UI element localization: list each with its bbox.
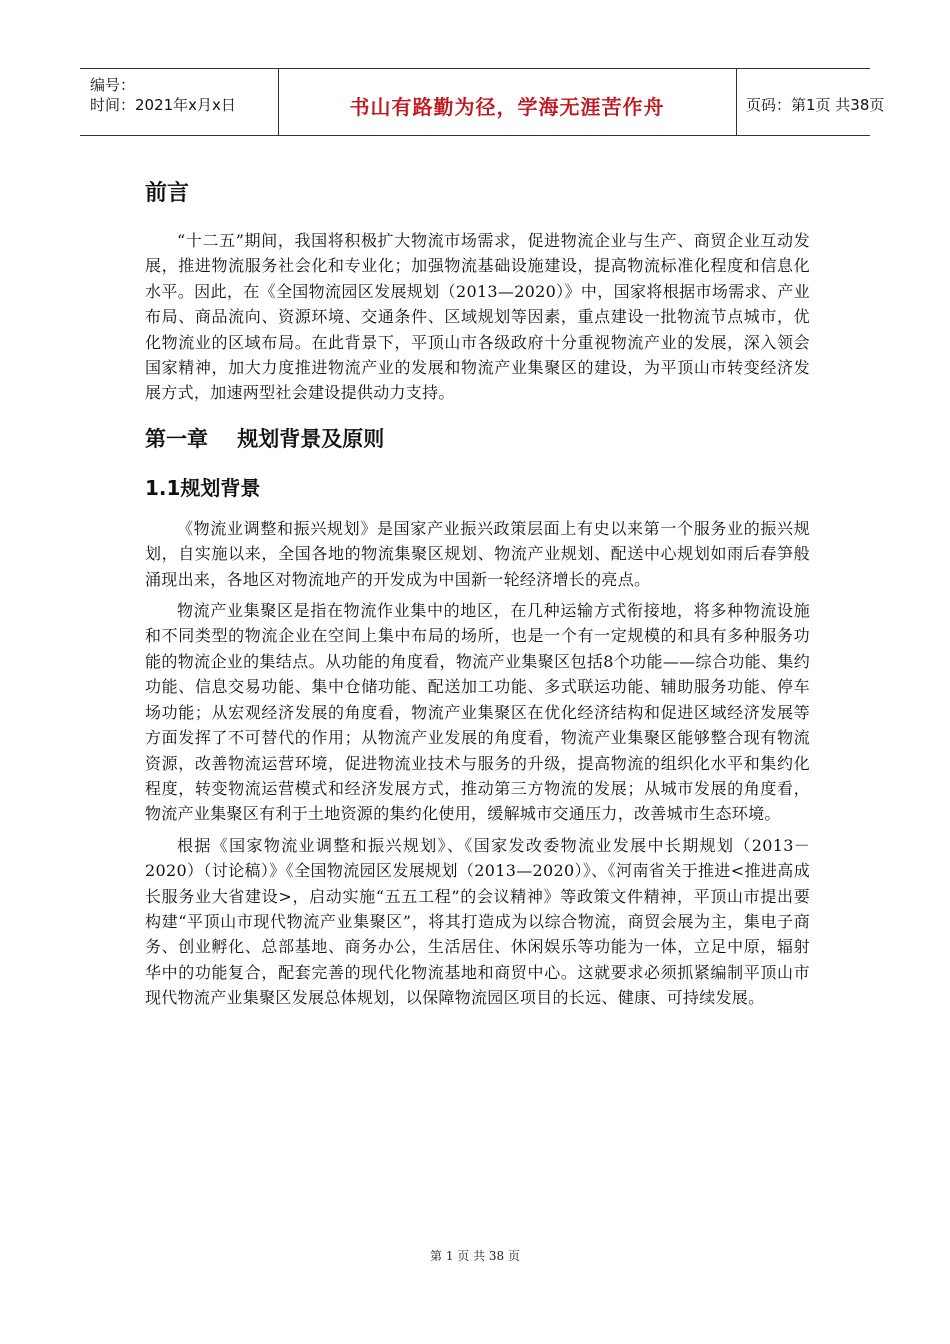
header-middle-cell	[278, 69, 737, 135]
document-number-label: 编号：	[90, 76, 136, 94]
preface-paragraph: “十二五”期间，我国将积极扩大物流市场需求，促进物流企业与生产、商贸企业互动发展，推进物流服务社会化和专业化；加强物流基础设施建设，提高物流标准化程度和信息化水平。因此，在《全国物流园区发展规划（2013—2020）》中，国家将根据市场需求、产业布局、商品流向、资源环境、交通条件、区域规划等因素，重点建设一批物流节点城市，优化物流业的区域布局。在此背景下，平顶山市各级政府十分重视物流产业的发展，深入领会国家精神，加大力度推进物流产业的发展和物流产业集聚区的建设，为平顶山市转变经济发展方式，加速两型社会建设提供动力支持。	[145, 231, 810, 403]
document-body	[145, 176, 810, 1017]
header-motto: 书山有路勤为径，学海无涯苦作舟	[349, 95, 665, 119]
page-footer: 第 1 页 共 38 页	[430, 1249, 520, 1263]
chapter-heading: 第一章 规划背景及原则	[145, 426, 385, 451]
section-heading: 1.1规划背景	[145, 475, 261, 500]
section-paragraph: 《物流业调整和振兴规划》是国家产业振兴政策层面上有史以来第一个服务业的振兴规划，自实施以来，全国各地的物流集聚区规划、物流产业规划、配送中心规划如雨后春笋般涌现出来，各地区对物流地产的开发成为中国新一轮经济增长的亮点。	[145, 518, 810, 589]
preface-heading: 前言	[145, 181, 190, 206]
document-date: 时间：2021年x月x日	[90, 96, 236, 114]
section-paragraph: 根据《国家物流业调整和振兴规划》、《国家发改委物流业发展中长期规划（2013－2020）（讨论稿）》《全国物流园区发展规划（2013—2020）》、《河南省关于推进<推进高成长服务业大省建设>，启动实施“五五工程”的会议精神》等政策文件精神，平顶山市提出要构建“平顶山市现代物流产业集聚区”，将其打造成为以综合物流，商贸会展为主，集电子商务、创业孵化、总部基地、商务办公，生活居住、休闲娱乐等功能为一体，立足中原，辐射华中的功能复合，配套完善的现代化物流基地和商贸中心。这就要求必须抓紧编制平顶山市现代物流产业集聚区发展总体规划，以保障物流园区项目的长远、健康、可持续发展。	[145, 835, 810, 1008]
header-right-cell	[736, 69, 885, 135]
section-paragraph: 物流产业集聚区是指在物流作业集中的地区，在几种运输方式衔接地，将多种物流设施和不同类型的物流企业在空间上集中布局的场所，也是一个有一定规模的和具有多种服务功能的物流企业的集结点。从功能的角度看，物流产业集聚区包括8个功能——综合功能、集约功能、信息交易功能、集中仓储功能、配送加工功能、多式联运功能、辅助服务功能、停车场功能；从宏观经济发展的角度看，物流产业集聚区在优化经济结构和促进区域经济发展等方面发挥了不可替代的作用；从物流产业发展的角度看，物流产业集聚区能够整合现有物流资源，改善物流运营环境，促进物流业技术与服务的升级，提高物流的组织化水平和集约化程度，转变物流运营模式和经济发展方式，推动第三方物流的发展；从城市发展的角度看，物流产业集聚区有利于土地资源的集约化使用，缓解城市交通压力，改善城市生态环境。	[145, 601, 810, 824]
document-header	[80, 68, 885, 136]
header-left-cell	[80, 69, 279, 135]
header-page-info: 页码：第1页 共38页	[746, 96, 885, 114]
